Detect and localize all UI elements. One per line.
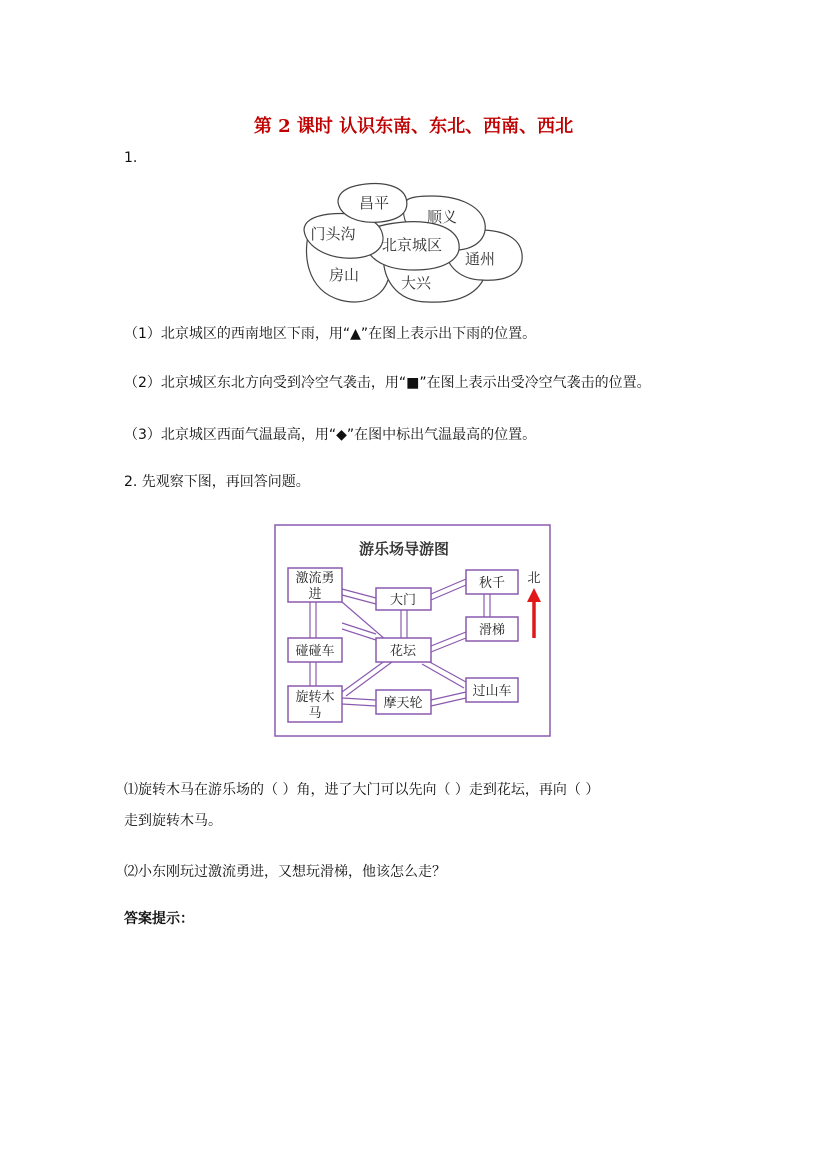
question-2-part-1-line-1: ⑴旋转木马在游乐场的（ ）角，进了大门可以先向（ ）走到花坛，再向（ ） (124, 782, 600, 798)
map-label-tongzhou: 通州 (464, 250, 496, 268)
question-2-part-2: ⑵小东刚玩过激流勇进，又想玩滑梯，他该怎么走？ (124, 864, 446, 880)
park-label-xuanzhuan-2: 马 (308, 706, 322, 721)
map-label-beijing-city: 北京城区 (381, 236, 443, 254)
park-label-qiuqian: 秋千 (478, 576, 506, 591)
question-1-part-3: （3）北京城区西面气温最高，用“◆”在图中标出气温最高的位置。 (124, 427, 537, 443)
question-2-part-1-line-2: 走到旋转木马。 (124, 813, 222, 829)
answer-hint-label: 答案提示： (124, 911, 194, 927)
map-label-fangshan: 房山 (328, 266, 360, 284)
park-map-title: 游乐场导游图 (358, 540, 450, 558)
map-label-daxing: 大兴 (400, 274, 432, 292)
park-label-motianlun: 摩天轮 (383, 696, 423, 711)
map-label-changping: 昌平 (358, 194, 390, 212)
beijing-district-map (300, 178, 530, 310)
map-label-shunyi: 顺义 (426, 208, 458, 226)
page-title: 第 2 课时 认识东南、东北、西南、西北 (253, 116, 574, 137)
question-1-part-2: （2）北京城区东北方向受到冷空气袭击，用“■”在图上表示出受冷空气袭击的位置。 (124, 375, 651, 391)
park-label-guoshanche: 过山车 (472, 684, 512, 699)
park-label-huatan: 花坛 (389, 644, 417, 659)
north-label: 北 (527, 571, 541, 586)
park-label-jiliu-1: 激流勇 (295, 571, 335, 586)
amusement-park-map (274, 524, 552, 738)
park-label-xuanzhuan-1: 旋转木 (295, 690, 335, 705)
park-label-pengpengche: 碰碰车 (295, 644, 335, 659)
map-label-mentougou: 门头沟 (310, 225, 356, 243)
question-2-intro: 2. 先观察下图，再回答问题。 (124, 474, 310, 490)
question-1-number: 1. (124, 150, 138, 166)
question-1-part-1: （1）北京城区的西南地区下雨，用“▲”在图上表示出下雨的位置。 (124, 326, 537, 342)
park-label-huati: 滑梯 (478, 623, 506, 638)
park-label-jiliu-2: 进 (308, 587, 322, 602)
park-label-damen: 大门 (389, 593, 417, 608)
